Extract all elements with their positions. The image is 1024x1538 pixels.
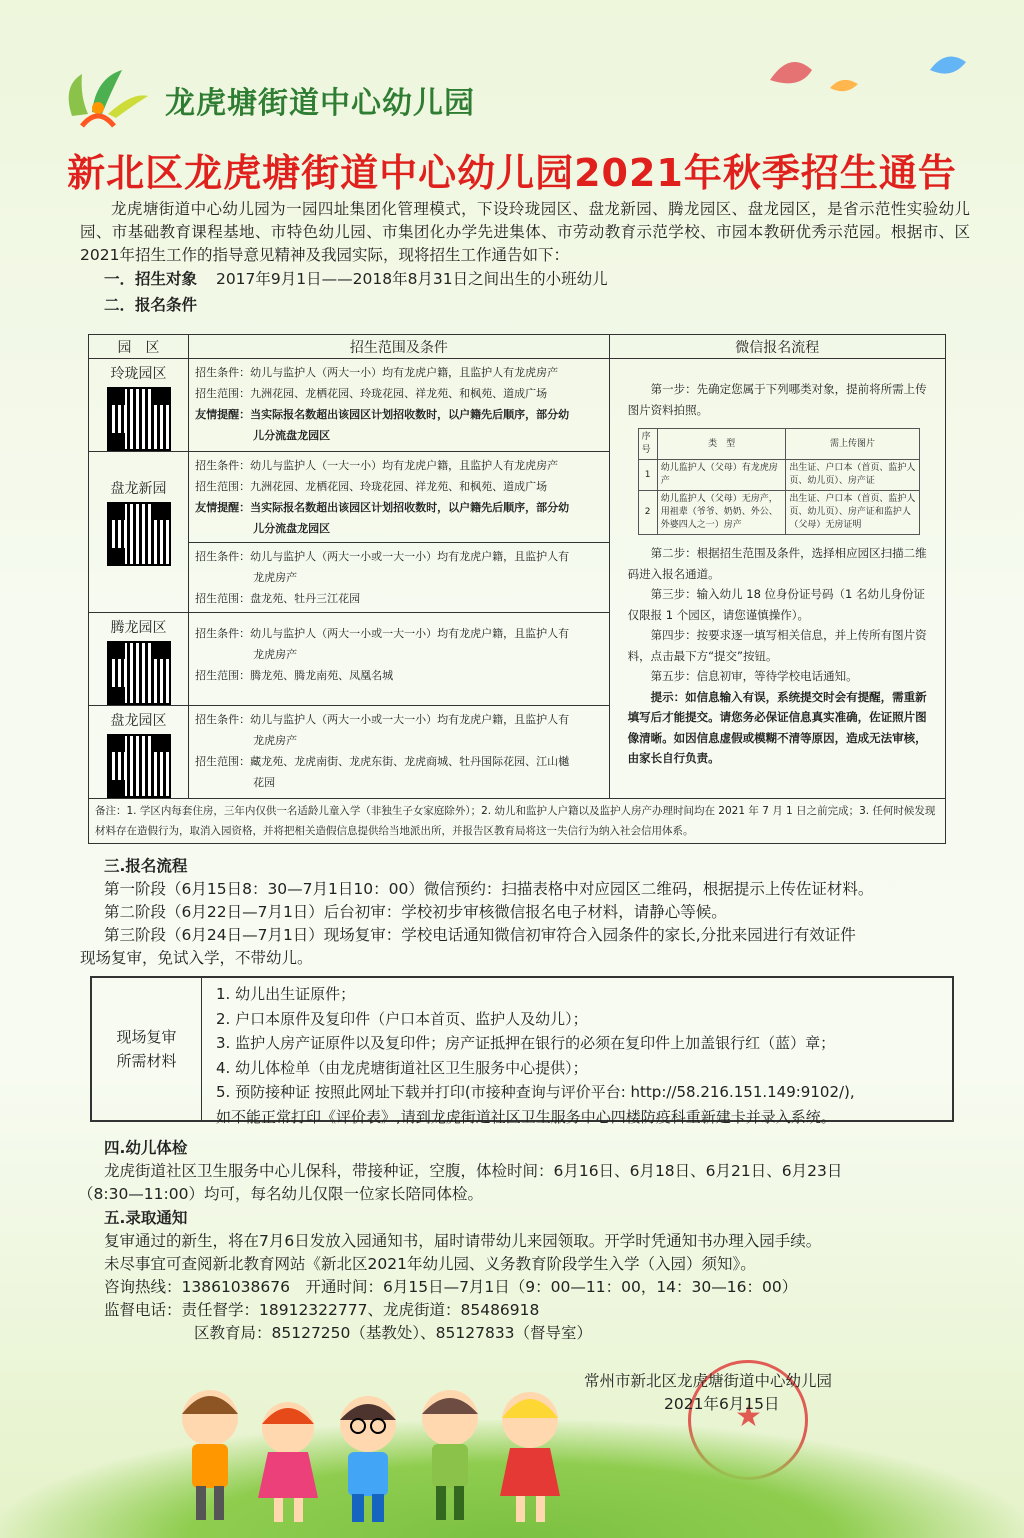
wechat-step-1: 第一步：先确定您属于下列哪类对象，提前将所需上传图片资料拍照。	[627, 382, 927, 417]
upload-head-type: 类 型	[657, 429, 786, 460]
upload-cell: 2	[638, 491, 657, 535]
admission-website: 未尽事宜可查阅新北教育网站《新北区2021年幼儿园、义务教育阶段学生入学（入园）须知》。	[104, 1255, 756, 1273]
signature-date: 2021年6月15日	[664, 1395, 780, 1413]
children-illustration-icon	[170, 1378, 570, 1528]
enrollment-table	[88, 334, 946, 844]
conditions-tenglong	[189, 613, 609, 706]
upload-table	[638, 428, 920, 535]
hotline: 咨询热线：13861038676 开通时间：6月15日—7月1日（9：00—11：00，14：30—16：00）	[104, 1278, 798, 1296]
supervision-phone: 监督电话：责任督学：18912322777、龙虎街道：85486918	[104, 1301, 540, 1319]
condition-text: 招生条件：幼儿与监护人（一大一小）均有龙虎户籍，且监护人有龙虎房产	[195, 459, 559, 472]
qr-code-icon[interactable]	[107, 502, 171, 566]
logo-icon	[52, 66, 152, 130]
stage-2: 第二阶段（6月22日—7月1日）后台初审：学校初步审核微信报名电子材料，请静心等候。	[104, 903, 727, 921]
section-4	[78, 1137, 974, 1206]
upload-head-files: 需上传图片	[786, 429, 919, 460]
zone-panlong	[89, 706, 189, 799]
zone-name: 盘龙新园	[110, 481, 167, 497]
signature-org: 常州市新北区龙虎塘街道中心幼儿园	[584, 1372, 833, 1390]
zone-name: 腾龙园区	[110, 620, 167, 636]
qr-code-icon[interactable]	[107, 641, 171, 705]
condition-text: 招生条件：幼儿与监护人（两大一小）均有龙虎户籍，且监护人有龙虎房产	[195, 366, 559, 379]
reminder-text-cont: 儿分流盘龙园区	[253, 522, 331, 535]
section-1-heading: 一．招生对象	[104, 270, 198, 288]
zone-linglong	[89, 359, 189, 452]
range-text: 招生范围：九洲花园、龙栖花园、玲珑花园、祥龙苑、和枫苑、道成广场	[195, 387, 548, 400]
section-5	[104, 1207, 984, 1345]
section-3-heading: 三.报名流程	[104, 857, 188, 875]
wechat-step-2: 第二步：根据招生范围及条件，选择相应园区扫描二维码进入报名通道。	[627, 546, 927, 581]
stage-1: 第一阶段（6月15日8：30—7月1日10：00）微信预约：扫描表格中对应园区二维码，根据提示上传佐证材料。	[104, 880, 874, 898]
range-text: 招生范围：九洲花园、龙栖花园、玲珑花园、祥龙苑、和枫苑、道成广场	[195, 480, 548, 493]
materials-label	[92, 978, 202, 1120]
table-header-conditions: 招生范围及条件	[189, 335, 609, 359]
qr-code-icon[interactable]	[107, 734, 171, 798]
table-header-wechat: 微信报名流程	[609, 335, 945, 359]
list-item: 5. 预防接种证 按照此网址下载并打印(市接种查询与评价平台: http://58.216.151.149:9102/),	[216, 1083, 855, 1101]
zone-tenglong	[89, 613, 189, 706]
range-text: 招生范围：藏龙苑、龙虎南街、龙虎东街、龙虎商城、牡丹国际花园、江山樾	[195, 755, 570, 768]
range-text-cont: 花园	[253, 776, 276, 789]
conditions-linglong	[189, 359, 609, 452]
materials-label-line: 所需材料	[116, 1052, 177, 1070]
materials-label-line: 现场复审	[116, 1028, 177, 1046]
stage-3: 第三阶段（6月24日—7月1日）现场复审：学校电话通知微信初审符合入园条件的家长,分批来园进行有效证件	[104, 926, 856, 944]
upload-cell: 幼儿监护人（父母）无房产，用祖辈（爷爷、奶奶、外公、外婆四人之一）房产	[657, 491, 786, 535]
conditions-panlong	[189, 706, 609, 799]
materials-list	[202, 978, 865, 1126]
upload-cell: 出生证、户口本（首页、监护人页、幼儿页）、房产证和监护人（父母）无房证明	[786, 491, 919, 535]
materials-box	[90, 976, 954, 1126]
qr-code-icon[interactable]	[107, 387, 171, 451]
upload-cell: 出生证、户口本（首页、监护人页、幼儿页）、房产证	[786, 460, 919, 491]
exam-text-cont: （8:30—11:00）均可，每名幼儿仅限一位家长陪同体检。	[78, 1185, 483, 1203]
exam-text: 龙虎街道社区卫生服务中心儿保科，带接种证，空腹，体检时间：6月16日、6月18日、6月21日、6月23日	[104, 1162, 843, 1180]
reminder-text: 友情提醒：当实际报名数超出该园区计划招收数时，以户籍先后顺序，部分幼	[195, 408, 570, 421]
zone-name: 玲珑园区	[110, 366, 167, 382]
section-3	[80, 855, 974, 970]
page-title: 新北区龙虎塘街道中心幼儿园2021年秋季招生通告	[67, 151, 957, 195]
kindergarten-logo-name: 龙虎塘街道中心幼儿园	[165, 86, 475, 121]
conditions-panlongxin-2	[189, 543, 609, 613]
condition-text: 招生条件：幼儿与监护人（两大一小或一大一小）均有龙虎户籍，且监护人有	[195, 550, 570, 563]
list-item: 4. 幼儿体检单（由龙虎塘街道社区卫生服务中心提供）；	[216, 1058, 588, 1077]
table-header-zone: 园 区	[89, 335, 189, 359]
reminder-text: 友情提醒：当实际报名数超出该园区计划招收数时，以户籍先后顺序，部分幼	[195, 501, 570, 514]
zone-name: 盘龙园区	[110, 713, 167, 729]
wechat-step-4: 第四步：按要求逐一填写相关信息，并上传所有图片资料，点击最下方“提交”按钮。	[627, 628, 927, 663]
wechat-step-3: 第三步：输入幼儿 18 位身份证号码（1 名幼儿身份证仅限报 1 个园区，请您谨慎操作）。	[627, 587, 926, 622]
section-2-heading: 二．报名条件	[104, 296, 198, 314]
table-row	[638, 460, 919, 491]
reminder-text-cont: 儿分流盘龙园区	[253, 429, 331, 442]
list-item: 1. 幼儿出生证原件；	[216, 985, 356, 1003]
upload-head-no: 序号	[638, 429, 657, 460]
admission-text: 复审通过的新生，将在7月6日发放入园通知书，届时请带幼儿来园领取。开学时凭通知书办理入园手续。	[104, 1232, 822, 1250]
conditions-panlongxin-1	[189, 452, 609, 543]
birds-icon	[760, 40, 980, 110]
condition-text-cont: 龙虎房产	[253, 571, 298, 584]
condition-text: 招生条件：幼儿与监护人（两大一小或一大一小）均有龙虎户籍，且监护人有	[195, 713, 570, 726]
zone-panlongxin	[89, 452, 189, 613]
list-item: 如不能正常打印《评价表》,请到龙虎街道社区卫生服务中心四楼防疫科重新建卡并录入系统。	[216, 1107, 836, 1126]
wechat-tip: 提示：如信息输入有误，系统提交时会有提醒，需重新填写后才能提交。请您务必保证信息真实准确，佐证照片图像清晰。如因信息虚假或模糊不清等原因，造成无法审核，由家长自行负责。	[627, 689, 927, 765]
section-1-text: 2017年9月1日——2018年8月31日之间出生的小班幼儿	[215, 270, 608, 288]
condition-text-cont: 龙虎房产	[253, 734, 298, 747]
range-text: 招生范围：腾龙苑、腾龙南苑、凤凰名城	[195, 669, 394, 682]
education-bureau-phone: 区教育局：85127250（基教处）、85127833（督导室）	[194, 1324, 593, 1342]
list-item: 2. 户口本原件及复印件（户口本首页、监护人及幼儿）；	[216, 1009, 588, 1028]
upload-cell: 幼儿监护人（父母）有龙虎房产	[657, 460, 786, 491]
wechat-process	[609, 359, 945, 799]
section-5-heading: 五.录取通知	[104, 1209, 188, 1227]
table-row	[638, 491, 919, 535]
condition-text-cont: 龙虎房产	[253, 648, 298, 661]
upload-cell: 1	[638, 460, 657, 491]
table-note: 备注：1. 学区内每套住房，三年内仅供一名适龄儿童入学（非独生子女家庭除外）；2. 幼儿和监护人户籍以及监护人房产办理时间均在 2021 年 7 月 1 日之前完成；3. 任何时候发现材料存在造假行为，取消入园资格，并将把相关造假信息提供给当地派出所，并报告区教育局将这一失信行为纳入社会信用体系。	[89, 799, 946, 844]
list-item: 3. 监护人房产证原件以及复印件；房产证抵押在银行的必须在复印件上加盖银行红（蓝）章；	[216, 1034, 836, 1052]
wechat-step-5: 第五步：信息初审，等待学校电话通知。	[650, 669, 858, 683]
intro-paragraph: 龙虎塘街道中心幼儿园为一园四址集团化管理模式，下设玲珑园区、盘龙新园、腾龙园区、盘龙园区，是省示范性实验幼儿园、市基础教育课程基地、市特色幼儿园、市集团化办学先进集体、市劳动教育示范学校、市园本教研优秀示范园。根据市、区2021年招生工作的指导意见精神及我园实际，现将招生工作通告如下：	[80, 200, 970, 264]
range-text: 招生范围：盘龙苑、牡丹三江花园	[195, 592, 361, 605]
stage-3-cont: 现场复审，免试入学，不带幼儿。	[80, 949, 313, 967]
condition-text: 招生条件：幼儿与监护人（两大一小或一大一小）均有龙虎户籍，且监护人有	[195, 627, 570, 640]
section-4-heading: 四.幼儿体检	[104, 1139, 188, 1157]
section-1	[104, 268, 608, 291]
